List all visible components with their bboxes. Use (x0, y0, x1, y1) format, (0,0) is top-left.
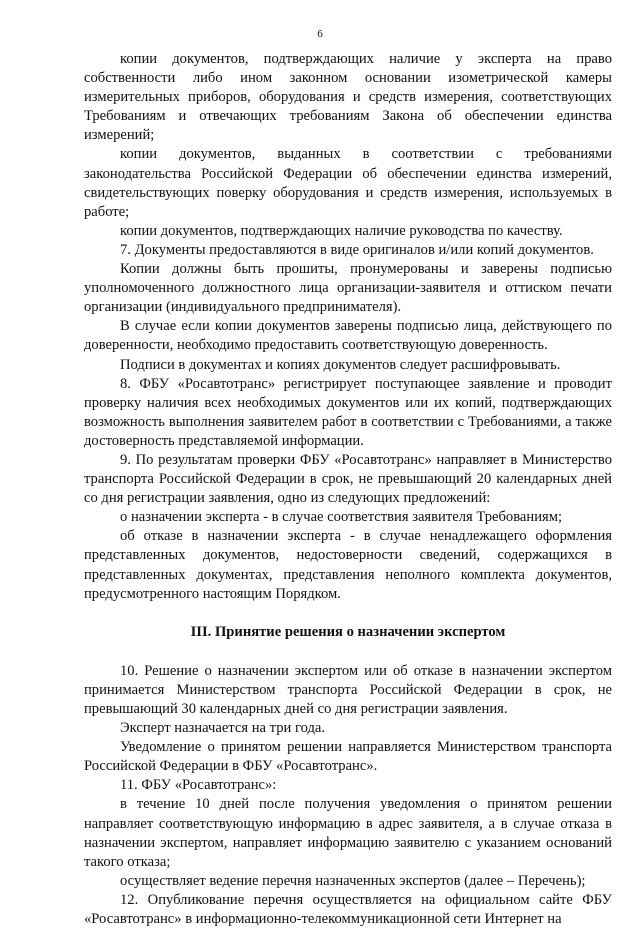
paragraph: копии документов, подтверждающих наличие руководства по качеству. (120, 222, 563, 239)
paragraph: о назначении эксперта - в случае соответствия заявителя Требованиям; (120, 509, 563, 526)
paragraph: 9. По результатам проверки ФБУ «Росавтотранс» направляет в Министерство транспорта Российской Федерации в срок, не превышающий 20 календарных дней со дня регистрации заявления, одно из следующих предложений: (84, 451, 612, 507)
paragraph: 12. Опубликование перечня осуществляется на официальном сайте ФБУ «Росавтотранс» в информационно-телекоммуникационной сети Интернет на (84, 891, 612, 928)
paragraph: копии документов, подтверждающих наличие у эксперта на право собственности либо ином законном основании изометрической камеры измерительных приборов, оборудования и средств измерения, соответствующих Требованиям и отвечающих требованиям Закона об обеспечении единства измерений; (84, 51, 612, 144)
document-body (84, 50, 612, 929)
paragraph: 11. ФБУ «Росавтотранс»: (120, 777, 277, 794)
paragraph: осуществляет ведение перечня назначенных экспертов (далее – Перечень); (120, 872, 586, 889)
paragraph: об отказе в назначении эксперта - в случае ненадлежащего оформления представленных документов, недостоверности сведений, содержащихся в представленных документах, представления неполного комплекта документов, предусмотренного настоящим Порядком. (84, 528, 612, 602)
paragraph: 10. Решение о назначении экспертом или об отказе в назначении экспертом принимается Министерством транспорта Российской Федерации в срок, не превышающий 30 календарных дней со дня регистрации заявления. (84, 662, 612, 717)
paragraph: Эксперт назначается на три года. (120, 720, 325, 737)
paragraph: в течение 10 дней после получения уведомления о принятом решении направляет соответствующую информацию в адрес заявителя, а в случае отказа в назначении экспертом, направляет информацию заявителю с указанием оснований такого отказа; (84, 796, 612, 870)
paragraph: Подписи в документах и копиях документов следует расшифровывать. (120, 356, 561, 373)
page-number: 6 (317, 28, 323, 40)
paragraph: 7. Документы предоставляются в виде оригиналов и/или копий документов. (120, 241, 594, 258)
spacer (84, 642, 612, 662)
section-heading: III. Принятие решения о назначении экспертом (190, 623, 506, 640)
paragraph: Уведомление о принятом решении направляется Министерством транспорта Российской Федерации в ФБУ «Росавтотранс». (84, 739, 612, 775)
paragraph: 8. ФБУ «Росавтотранс» регистрирует поступающее заявление и проводит проверку наличия всех необходимых документов или их копий, подтверждающих возможность выполнения заявителем работ в соответствии с Требованиями, а также достоверность представляемой информации. (84, 375, 612, 449)
paragraph: Копии должны быть прошиты, пронумерованы и заверены подписью уполномоченного должностного лица организации-заявителя и оттиском печати организации (индивидуального предпринимателя). (84, 261, 612, 316)
paragraph: В случае если копии документов заверены подписью лица, действующего по доверенности, необходимо предоставить соответствующую доверенность. (84, 318, 612, 354)
spacer (84, 604, 612, 623)
paragraph: копии документов, выданных в соответствии с требованиями законодательства Российской Федерации об обеспечении единства измерений, свидетельствующих поверку оборудования и средств измерения, используемых в работе; (84, 146, 612, 220)
